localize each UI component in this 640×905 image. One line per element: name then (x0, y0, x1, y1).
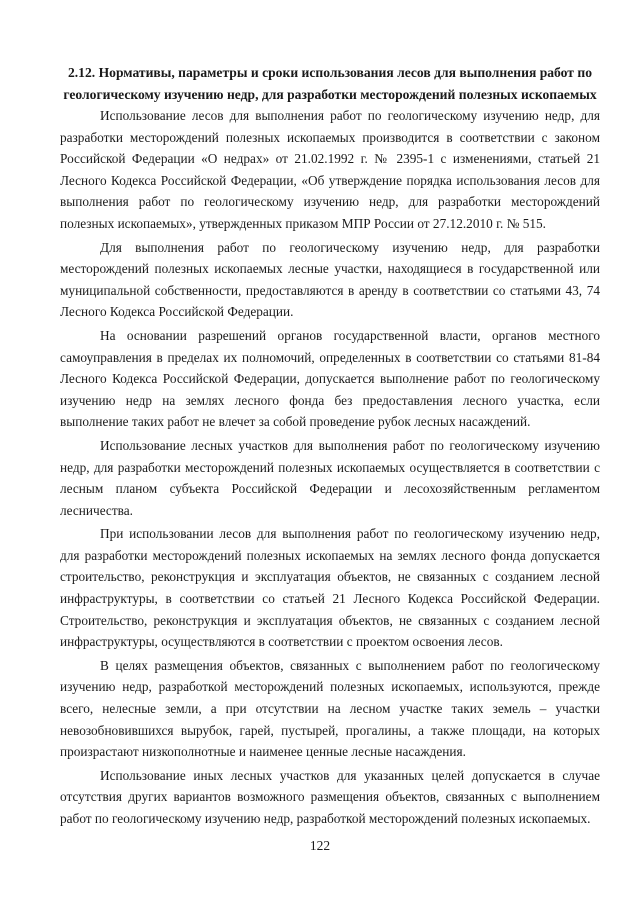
paragraph: В целях размещения объектов, связанных с выполнением работ по геологическому изучению недр, разработкой месторождений полезных ископаемых, используются, прежде всего, нелесные земли, а при отсутствии на лесном участке таких земель – участки невозобновившихся вырубок, гарей, пустырей, прогалины, а также площади, на которых произрастают низкополнотные и наименее ценные лесные насаждения. (60, 657, 600, 760)
section-body (60, 105, 600, 830)
paragraph: На основании разрешений органов государственной власти, органов местного самоуправления в пределах их полномочий, определенных в соответствии со статьями 81-84 Лесного Кодекса Российской Федерации, допускается выполнение работ по геологическому изучению недр на землях лесного фонда без предоставления лесного участка, если выполнение таких работ не влечет за собой проведение рубок лесных насаждений. (60, 327, 600, 430)
paragraph: Использование иных лесных участков для указанных целей допускается в случае отсутствия других вариантов возможного размещения объектов, связанных с выполнением работ по геологическому изучению недр, разработкой месторождений полезных ископаемых. (60, 767, 600, 826)
page-number: 122 (309, 838, 331, 853)
section-heading: 2.12. Нормативы, параметры и сроки использования лесов для выполнения работ по геологическому изучению недр, для разработки месторождений полезных ископаемых (63, 65, 597, 102)
paragraph: Использование лесных участков для выполнения работ по геологическому изучению недр, для разработки месторождений полезных ископаемых осуществляется в соответствии с лесным планом субъекта Российской Федерации и лесохозяйственным регламентом лесничества. (60, 437, 600, 518)
paragraph: При использовании лесов для выполнения работ по геологическому изучению недр, для разработки месторождений полезных ископаемых на землях лесного фонда допускается строительство, реконструкция и эксплуатация объектов, не связанных с созданием лесной инфраструктуры, в соответствии со статьей 21 Лесного Кодекса Российской Федерации. Строительство, реконструкция и эксплуатация объектов, не связанных с созданием лесной инфраструктуры, осуществляются в соответствии с проектом освоения лесов. (60, 526, 600, 650)
paragraph: Использование лесов для выполнения работ по геологическому изучению недр, для разработки месторождений полезных ископаемых производится в соответствии с законом Российской Федерации «О недрах» от 21.02.1992 г. № 2395-1 с изменениями, статьей 21 Лесного Кодекса Российской Федерации, «Об утверждение порядка использования лесов для выполнения работ по геологическому изучению недр, для разработки месторождений полезных ископаемых», утвержденных приказом МПР России от 27.12.2010 г. № 515. (60, 108, 600, 231)
paragraph: Для выполнения работ по геологическому изучению недр, для разработки месторождений полезных ископаемых лесные участки, находящиеся в государственной или муниципальной собственности, предоставляются в аренду в соответствии со статьями 43, 74 Лесного Кодекса Российской Федерации. (60, 239, 600, 320)
